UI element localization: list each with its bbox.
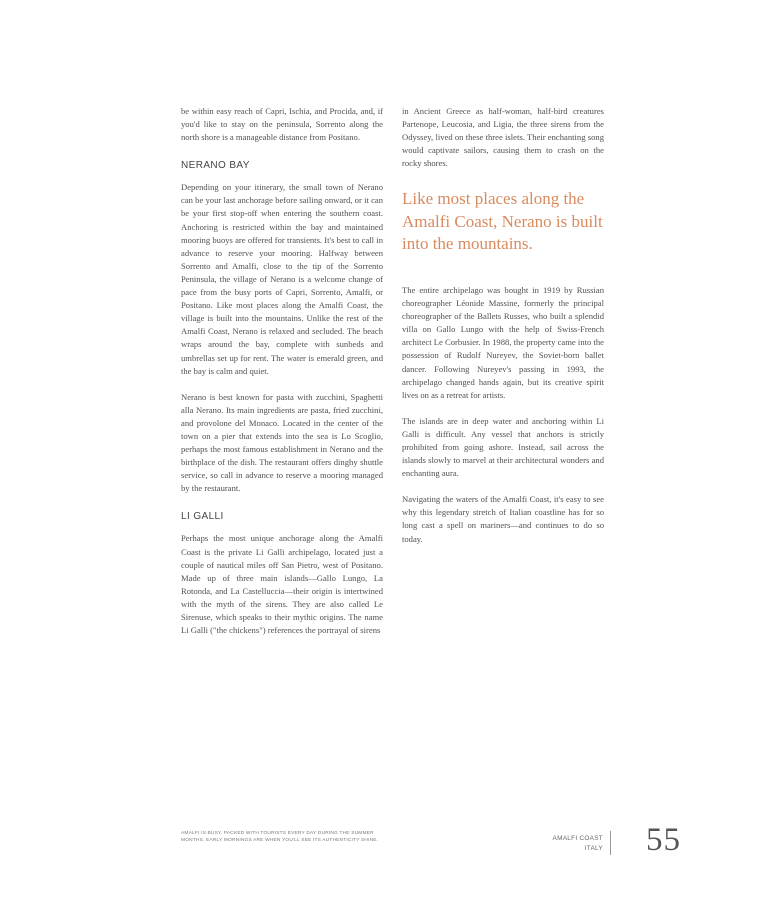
page-number: 55 <box>646 822 681 858</box>
right-column <box>402 105 604 559</box>
archipelago-paragraph: The entire archipelago was bought in 1919 by Russian choreographer Léonide Massine, formerly the principal choreographer of the Ballets Russes, who built a splendid villa on Gallo Lungo with the help of Swiss-French architect Le Corbusier. In 1988, the property came into the possession of Rudolf Nureyev, the Soviet-born ballet dancer. Following Nureyev's passing in 1993, the archipelago changed hands again, but its creative spirit lives on as a retreat for artists. <box>402 284 604 400</box>
nerano-bay-heading: NERANO BAY <box>181 160 250 172</box>
intro-paragraph: be within easy reach of Capri, Ischia, and Procida, and, if you'd like to stay on the peninsula, Sorrento along the north shore is a manageable distance from Positano. <box>181 106 383 143</box>
sirens-paragraph: in Ancient Greece as half-woman, half-bird creatures Partenope, Leucosia, and Ligia, the three sirens from the Odyssey, lived on these three islets. Their enchanting song would captivate sailors, causing them to crash on the rocky shores. <box>402 106 604 169</box>
navigating-paragraph: Navigating the waters of the Amalfi Coast, it's easy to see why this legendary stretch of Italian coastline has for so long cast a spell on mariners—and continues to do so today. <box>402 494 604 544</box>
anchoring-paragraph: The islands are in deep water and anchoring within Li Galli is difficult. Any vessel that anchors is strictly prohibited from going ashore. Instead, sail across the islands slowly to marvel at their architectural wonders and enchanting aura. <box>402 415 604 479</box>
footer-divider <box>610 831 611 855</box>
nerano-paragraph-1: Depending on your itinerary, the small town of Nerano can be your last anchorage before sailing onward, or it can be your first stop-off when entering the southern coast. Anchoring is restricted within the bay and maintained mooring buoys are offered for transients. It's best to call in advance to reserve your mooring. Halfway between Sorrento and Amalfi, close to the tip of the Sorrento Peninsula, the village of Nerano is a welcome change of pace from the busy ports of Capri, Sorrento, Amalfi, or Positano. Like most places along the Amalfi Coast, the village is built into the mountains. Unlike the rest of the Amalfi Coast, Nerano is relaxed and secluded. The beach wraps around the bay, complete with sunbeds and umbrellas set up for rent. The water is emerald green, and the bay is calm and quiet. <box>181 182 383 376</box>
li-galli-heading: LI GALLI <box>181 511 224 523</box>
nerano-paragraph-2: Nerano is best known for pasta with zucchini, Spaghetti alla Nerano. Its main ingredients are pasta, fried zucchini, and provolone del Monaco. Located in the center of the town on a pier that extends into the sea is Lo Scoglio, perhaps the most famous establishment in Nerano and the birthplace of the dish. The restaurant offers dinghy shuttle service, so call in advance to reserve a mooring managed by the restaurant. <box>181 391 383 494</box>
li-galli-paragraph-1: Perhaps the most unique anchorage along the Amalfi Coast is the private Li Galli archipelago, located just a couple of nautical miles off San Pietro, west of Positano. Made up of three main islands—Gallo Lungo, La Rotonda, and La Castelluccia—their origin is intertwined with the myth of the sirens. They are also called Le Sirenuse, which speaks to their mythic origins. The name Li Galli ("the chickens") references the portrayal of sirens <box>181 533 383 636</box>
section-label-line-1: AMALFI COAST <box>552 835 603 842</box>
pull-quote: Like most places along the Amalfi Coast, Nerano is built into the mountains. <box>402 189 603 254</box>
section-label <box>553 834 603 854</box>
photo-caption: AMALFI IS BUSY, PACKED WITH TOURISTS EVERY DAY DURING THE SUMMER MONTHS. EARLY MORNINGS ARE WHEN YOU'LL SEE ITS AUTHENTICITY SHINE. <box>181 831 379 844</box>
section-label-line-2: ITALY <box>584 845 603 852</box>
left-column <box>181 105 383 650</box>
